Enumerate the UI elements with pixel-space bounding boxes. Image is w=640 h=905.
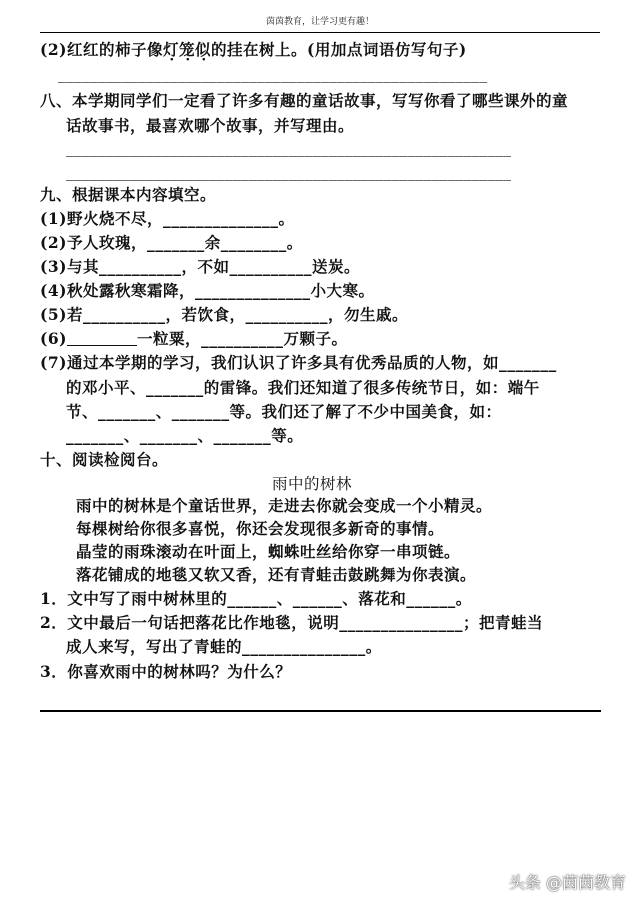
dotted-char: 灯 bbox=[162, 40, 179, 59]
poem-title: 雨中的树林 bbox=[272, 475, 353, 493]
section-9-title: 九、根据课本内容填空。 bbox=[40, 185, 217, 204]
question-9-4: (4)秋处露秋寒霜降，______________小大寒。 bbox=[40, 281, 375, 300]
dotted-char: 笼 bbox=[178, 40, 195, 59]
question-10-1: 1．文中写了雨中树林里的______、______、落花和______。 bbox=[40, 589, 472, 608]
page-header: 茵茵教育，让学习更有趣！ bbox=[265, 17, 374, 27]
answer-blank[interactable]: ________________________________________________________ bbox=[66, 139, 512, 157]
q9-6-suffix: 一粒粟，__________万颗子。 bbox=[136, 329, 348, 348]
question-9-2: (2)予人玫瑰，_______余________。 bbox=[40, 233, 303, 252]
poem-line: 雨中的树林是个童话世界，走进去你就会变成一个小精灵。 bbox=[76, 496, 493, 515]
q9-6-prefix: (6) bbox=[40, 329, 67, 348]
header-divider bbox=[40, 32, 600, 33]
question-9-7-line-4: _______、_______、_______等。 bbox=[66, 426, 304, 445]
answer-blank[interactable]: ______________________________________________________ bbox=[58, 65, 488, 83]
poem-line: 落花铺成的地毯又软又香，还有青蛙击鼓跳舞为你表演。 bbox=[76, 565, 477, 584]
answer-blank[interactable]: ________________________________________________________ bbox=[66, 163, 512, 181]
question-9-7-line-1: (7)通过本学期的学习，我们认识了许多具有优秀品质的人物，如_______ bbox=[40, 353, 557, 372]
section-8-line-2: 话故事书，最喜欢哪个故事，并写理由。 bbox=[66, 116, 355, 135]
section-10-title: 十、阅读检阅台。 bbox=[40, 450, 169, 469]
watermark: 头条 @茵茵教育 bbox=[508, 873, 626, 892]
question-9-7-line-2: 的邓小平、_______的雷锋。我们还知道了很多传统节日，如：端午 bbox=[66, 378, 540, 397]
q7-2-prefix: (2)红红的柿子像 bbox=[40, 40, 163, 59]
q7-2-suffix: 的挂在树上。(用加点词语仿写句子) bbox=[211, 40, 467, 59]
question-7-2 bbox=[40, 40, 467, 60]
answer-blank[interactable] bbox=[67, 331, 137, 346]
question-9-3: (3)与其__________，不如__________送炭。 bbox=[40, 257, 360, 276]
answer-line[interactable] bbox=[40, 710, 601, 712]
poem-line: 晶莹的雨珠滚动在叶面上，蜘蛛吐丝给你穿一串项链。 bbox=[76, 542, 461, 561]
question-10-2-line-1: 2．文中最后一句话把落花比作地毯，说明_______________；把青蛙当 bbox=[40, 613, 544, 632]
question-9-7-line-3: 节、_______、_______等。我们还了解了不少中国美食，如： bbox=[66, 402, 502, 421]
poem-line: 每棵树给你很多喜悦，你还会发现很多新奇的事情。 bbox=[76, 519, 445, 538]
section-8-line-1: 八、本学期同学们一定看了许多有趣的童话故事，写写你看了哪些课外的童 bbox=[40, 91, 569, 110]
question-9-6 bbox=[40, 329, 347, 349]
question-9-1: (1)野火烧不尽，______________。 bbox=[40, 209, 295, 228]
question-10-3: 3．你喜欢雨中的树林吗？为什么？ bbox=[40, 662, 292, 681]
question-9-5: (5)若__________，若饮食，__________，勿生戚。 bbox=[40, 305, 408, 324]
question-10-2-line-2: 成人来写，写出了青蛙的_______________。 bbox=[66, 637, 382, 656]
dotted-char: 似 bbox=[194, 40, 211, 59]
